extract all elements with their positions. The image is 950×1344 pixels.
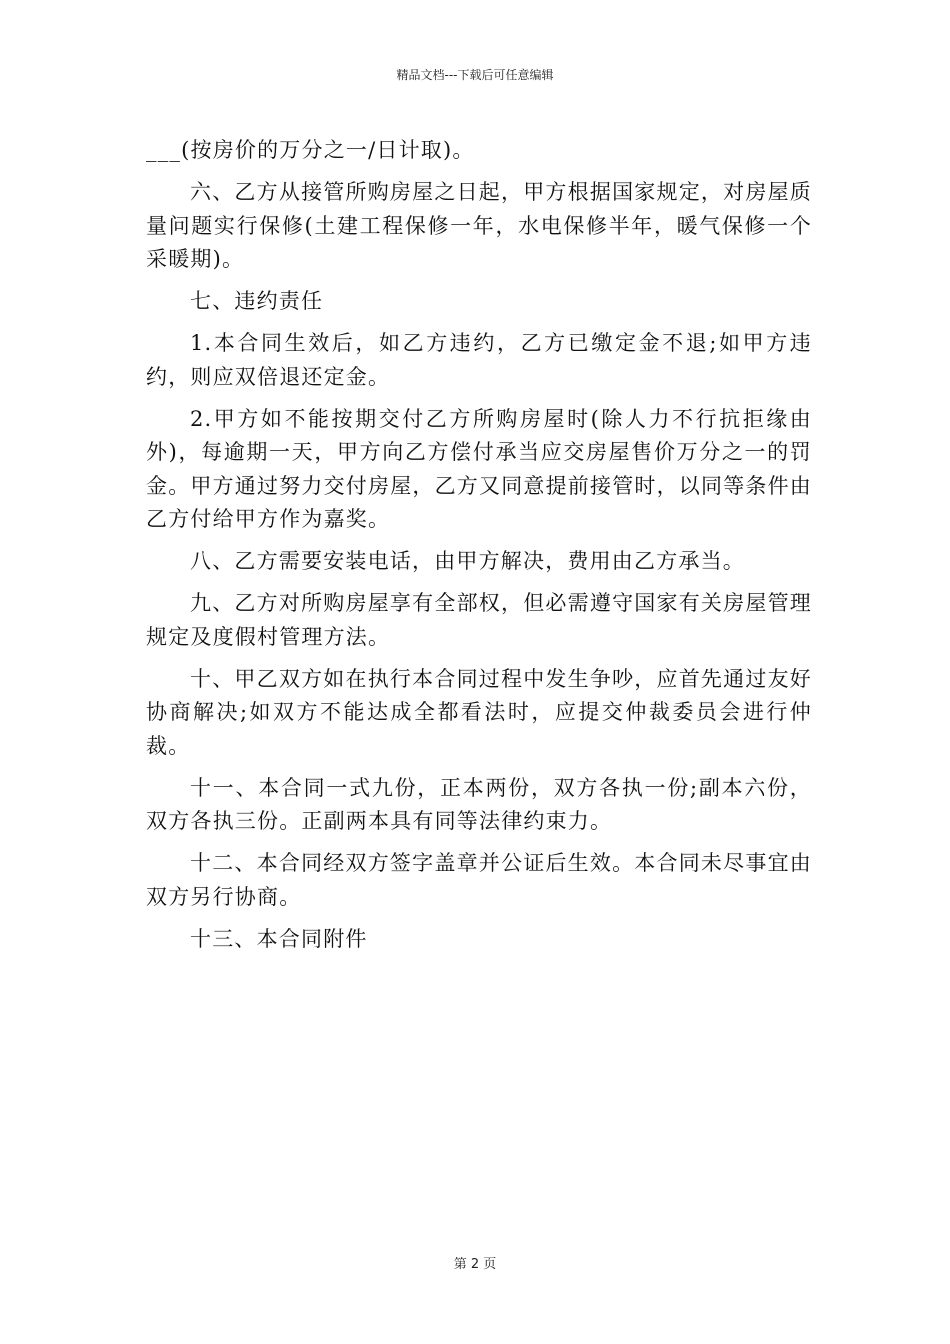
- paragraph-penalty-rate: ___(按房价的万分之一/日计取)。: [146, 138, 475, 162]
- page-header: 精品文档---下载后可任意编辑: [396, 68, 554, 82]
- page-number: 第 2 页: [453, 1257, 497, 1272]
- paragraph-dispute: 十、甲乙双方如在执行本合同过程中发生争吵，应首先通过友好协商解决;如双方不能达成全都看法时，应提交仲裁委员会进行仲裁。: [146, 666, 812, 758]
- paragraph-ownership: 九、乙方对所购房屋享有全部权，但必需遵守国家有关房屋管理规定及度假村管理方法。: [146, 591, 812, 649]
- paragraph-breach-delivery: 2.甲方如不能按期交付乙方所购房屋时(除人力不行抗拒缘由外)，每逾期一天，甲方向乙方偿付承当应交房屋售价万分之一的罚金。甲方通过努力交付房屋，乙方又同意提前接管时，以同等条件由乙方付给甲方作为嘉奖。: [146, 406, 812, 531]
- paragraph-effective: 十二、本合同经双方签字盖章并公证后生效。本合同未尽事宜由双方另行协商。: [146, 851, 812, 909]
- paragraph-warranty: 六、乙方从接管所购房屋之日起，甲方根据国家规定，对房屋质量问题实行保修(土建工程保修一年，水电保修半年，暖气保修一个采暖期)。: [146, 180, 812, 271]
- paragraph-breach-heading: 七、违约责任: [190, 289, 324, 313]
- paragraph-attachments: 十三、本合同附件: [190, 926, 368, 951]
- paragraph-telephone: 八、乙方需要安装电话，由甲方解决，费用由乙方承当。: [190, 549, 745, 573]
- paragraph-copies: 十一、本合同一式九份，正本两份，双方各执一份;副本六份，双方各执三份。正副两本具有同等法律约束力。: [146, 775, 812, 833]
- paragraph-breach-deposit: 1.本合同生效后，如乙方违约，乙方已缴定金不退;如甲方违约，则应双倍退还定金。: [146, 331, 812, 389]
- document-body: [146, 134, 812, 965]
